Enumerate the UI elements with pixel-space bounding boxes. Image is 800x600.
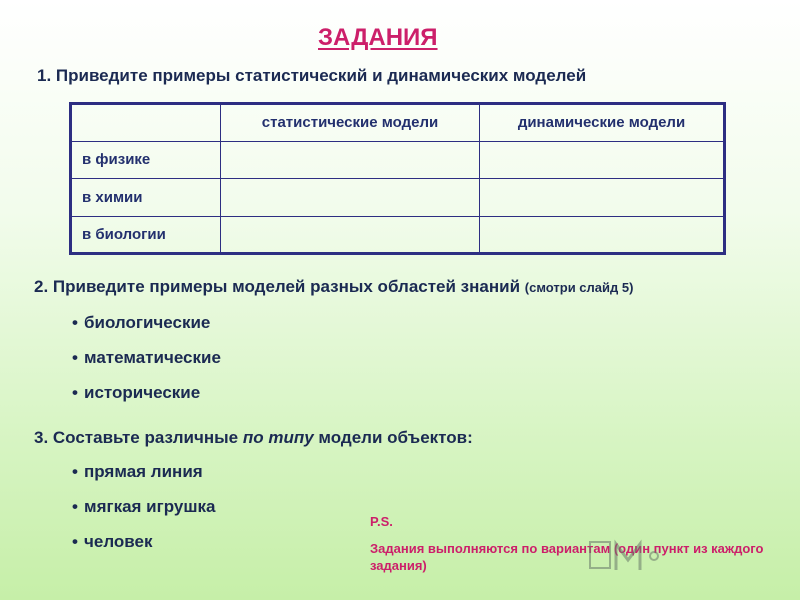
task2-list	[72, 313, 221, 418]
page-title: ЗАДАНИЯ	[318, 24, 438, 51]
table-row-label: в химии	[71, 179, 221, 217]
table-row	[71, 216, 725, 254]
table-row-label: в физике	[71, 141, 221, 179]
bullet-icon: •	[72, 497, 78, 516]
list-item-label: прямая линия	[84, 462, 203, 481]
task3-text-after: модели объектов:	[313, 428, 473, 447]
list-item	[72, 497, 215, 532]
table-cell	[480, 216, 725, 254]
task3-heading	[34, 428, 473, 448]
ps-label: P.S.	[370, 514, 393, 529]
table-cell	[221, 216, 480, 254]
table-cell	[221, 141, 480, 179]
list-item-label: мягкая игрушка	[84, 497, 216, 516]
table-header-cell	[71, 104, 221, 142]
ps-text: Задания выполняются по вариантам (один пункт из каждого задания)	[370, 541, 764, 573]
bullet-icon: •	[72, 383, 78, 402]
table-cell	[480, 141, 725, 179]
bullet-icon: •	[72, 462, 78, 481]
task2-text: 2. Приведите примеры моделей разных областей знаний	[34, 277, 521, 296]
table-header-dynamic: динамические модели	[480, 104, 725, 142]
list-item	[72, 532, 215, 567]
models-table	[69, 102, 726, 255]
list-item	[72, 383, 221, 418]
table-cell	[480, 179, 725, 217]
list-item	[72, 462, 215, 497]
list-item-label: исторические	[84, 383, 201, 402]
list-item-label: математические	[84, 348, 221, 367]
task3-text-italic: по типу	[242, 428, 314, 447]
task2-note: (смотри слайд 5)	[524, 280, 634, 295]
table-header-static: статистические модели	[221, 104, 480, 142]
list-item	[72, 313, 221, 348]
list-item	[72, 348, 221, 383]
table-row	[71, 179, 725, 217]
list-item-label: биологические	[84, 313, 211, 332]
table-row	[71, 141, 725, 179]
task3-list	[72, 462, 215, 567]
bullet-icon: •	[72, 532, 78, 551]
table-header-row	[71, 104, 725, 142]
bullet-icon: •	[72, 348, 78, 367]
table-cell	[221, 179, 480, 217]
task2-heading	[34, 277, 633, 297]
task1-heading: 1. Приведите примеры статистический и динамических моделей	[37, 66, 587, 85]
task3-text-before: 3. Составьте различные	[34, 428, 243, 447]
table-row-label: в биологии	[71, 216, 221, 254]
bullet-icon: •	[72, 313, 78, 332]
list-item-label: человек	[84, 532, 153, 551]
